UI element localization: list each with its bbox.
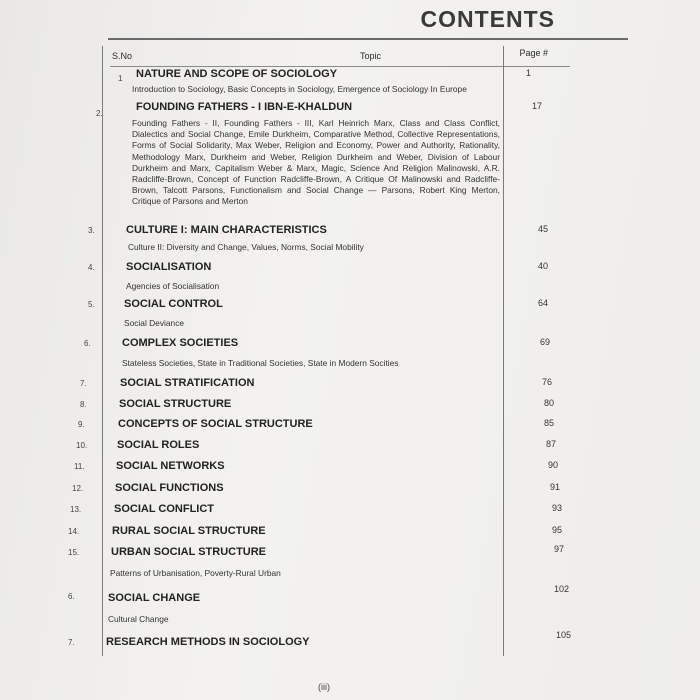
row-number: 1 (118, 74, 123, 83)
row-number: 4. (88, 263, 95, 272)
row-title: RESEARCH METHODS IN SOCIOLOGY (106, 636, 310, 648)
row-number: 7. (80, 379, 87, 388)
table-row (70, 224, 580, 262)
row-description: Introduction to Sociology, Basic Concepts in Sociology, Emergence of Sociology In Europe (132, 84, 467, 94)
page-number-footer: (iii) (318, 682, 330, 692)
header-page: Page # (519, 48, 548, 58)
row-number: 2. (96, 109, 103, 118)
row-number: 6. (84, 339, 91, 348)
row-page: 93 (552, 503, 563, 513)
row-title: FOUNDING FATHERS - I IBN-E-KHALDUN (136, 101, 353, 113)
row-number: 7. (68, 638, 75, 647)
row-page: 17 (532, 101, 543, 111)
row-title: SOCIAL CHANGE (108, 592, 201, 604)
table-row (70, 503, 580, 523)
row-page: 45 (538, 224, 549, 234)
row-title: SOCIAL STRATIFICATION (120, 377, 255, 389)
row-title: SOCIAL STRUCTURE (119, 398, 232, 410)
row-title: NATURE AND SCOPE OF SOCIOLOGY (136, 68, 338, 80)
row-description: Social Deviance (124, 318, 185, 328)
row-description: Stateless Societies, State in Traditional Societies, State in Modern Socities (122, 358, 399, 368)
table-row (70, 398, 580, 418)
header-topic: Topic (360, 51, 382, 61)
row-number: 3. (88, 226, 95, 235)
row-title: SOCIAL CONTROL (124, 298, 223, 310)
table-row (70, 546, 580, 588)
row-number: 9. (78, 420, 85, 429)
table-header (110, 46, 570, 67)
header-sno: S.No (112, 51, 133, 61)
table-row (70, 261, 580, 297)
row-title: CONCEPTS OF SOCIAL STRUCTURE (118, 418, 313, 430)
table-row (70, 298, 580, 336)
table-row (70, 337, 580, 375)
row-description: Patterns of Urbanisation, Poverty-Rural Urban (110, 568, 281, 578)
row-description: Founding Fathers - II, Founding Fathers - III, Karl Heinrich Marx, Class and Class Conflict, Dialectics and Social Change, Emile Durkheim, Comparative Method, Collective Representations, Forms of Social Solidarity, Max Weber, Religion and Economy, Power and Authority, Rationality, Methodology Marx, Durkheim and Weber, Religion Durkheim and Weber, Division of Labour Durkheim and Marx, Capitalism Weber & Marx, Magic, Science And Religion Malinowski, A.R. Radcliffe-Brown, Concept of Function Radcliffe-Brown, A Critique Of Malinowski and Radcliffe-Brown, Talcott Parsons, Functionalism and Social Change — Parsons, Robert King Merton, Critique of Parsons and Merton (132, 118, 500, 207)
row-page: 80 (544, 398, 555, 408)
row-description: Agencies of Socialisation (126, 281, 220, 291)
row-number: 11. (74, 462, 85, 471)
table-row (68, 584, 580, 632)
table-row (70, 525, 580, 545)
row-page: 85 (544, 418, 555, 428)
row-title: SOCIAL FUNCTIONS (115, 482, 224, 494)
table-row (70, 418, 580, 438)
row-title: URBAN SOCIAL STRUCTURE (111, 546, 267, 558)
row-title: CULTURE I: MAIN CHARACTERISTICS (126, 224, 327, 236)
row-title: SOCIAL CONFLICT (114, 503, 215, 515)
row-number: 6. (68, 592, 75, 601)
row-number: 5. (88, 300, 95, 309)
row-page: 64 (538, 298, 549, 308)
row-title: SOCIAL ROLES (117, 439, 200, 451)
row-page: 95 (552, 525, 563, 535)
row-title: SOCIALISATION (126, 261, 212, 273)
table-row (70, 377, 580, 397)
page-title: CONTENTS (420, 6, 555, 32)
row-description: Cultural Change (108, 614, 169, 624)
row-page: 69 (540, 337, 551, 347)
table-row (70, 460, 580, 480)
table-row (70, 482, 580, 502)
row-number: 10. (76, 441, 88, 450)
row-page: 1 (526, 68, 532, 78)
row-description: Culture II: Diversity and Change, Values, Norms, Social Mobility (128, 242, 364, 252)
row-page: 97 (554, 544, 565, 554)
row-number: 13. (70, 505, 82, 514)
row-title: RURAL SOCIAL STRUCTURE (112, 525, 266, 537)
row-page: 87 (546, 439, 557, 449)
row-page: 76 (542, 377, 553, 387)
row-number: 12. (72, 484, 84, 493)
row-title: COMPLEX SOCIETIES (122, 337, 239, 349)
row-number: 8. (80, 400, 87, 409)
table-row (68, 630, 580, 656)
table-row (70, 439, 580, 459)
row-page: 105 (556, 630, 572, 640)
row-page: 40 (538, 261, 549, 271)
row-number: 15. (68, 548, 80, 557)
contents-table (70, 46, 570, 656)
row-number: 14. (68, 527, 80, 536)
row-page: 90 (548, 460, 559, 470)
row-title: SOCIAL NETWORKS (116, 460, 225, 472)
row-page: 102 (554, 584, 570, 594)
row-page: 91 (550, 482, 561, 492)
title-rule (108, 38, 628, 40)
